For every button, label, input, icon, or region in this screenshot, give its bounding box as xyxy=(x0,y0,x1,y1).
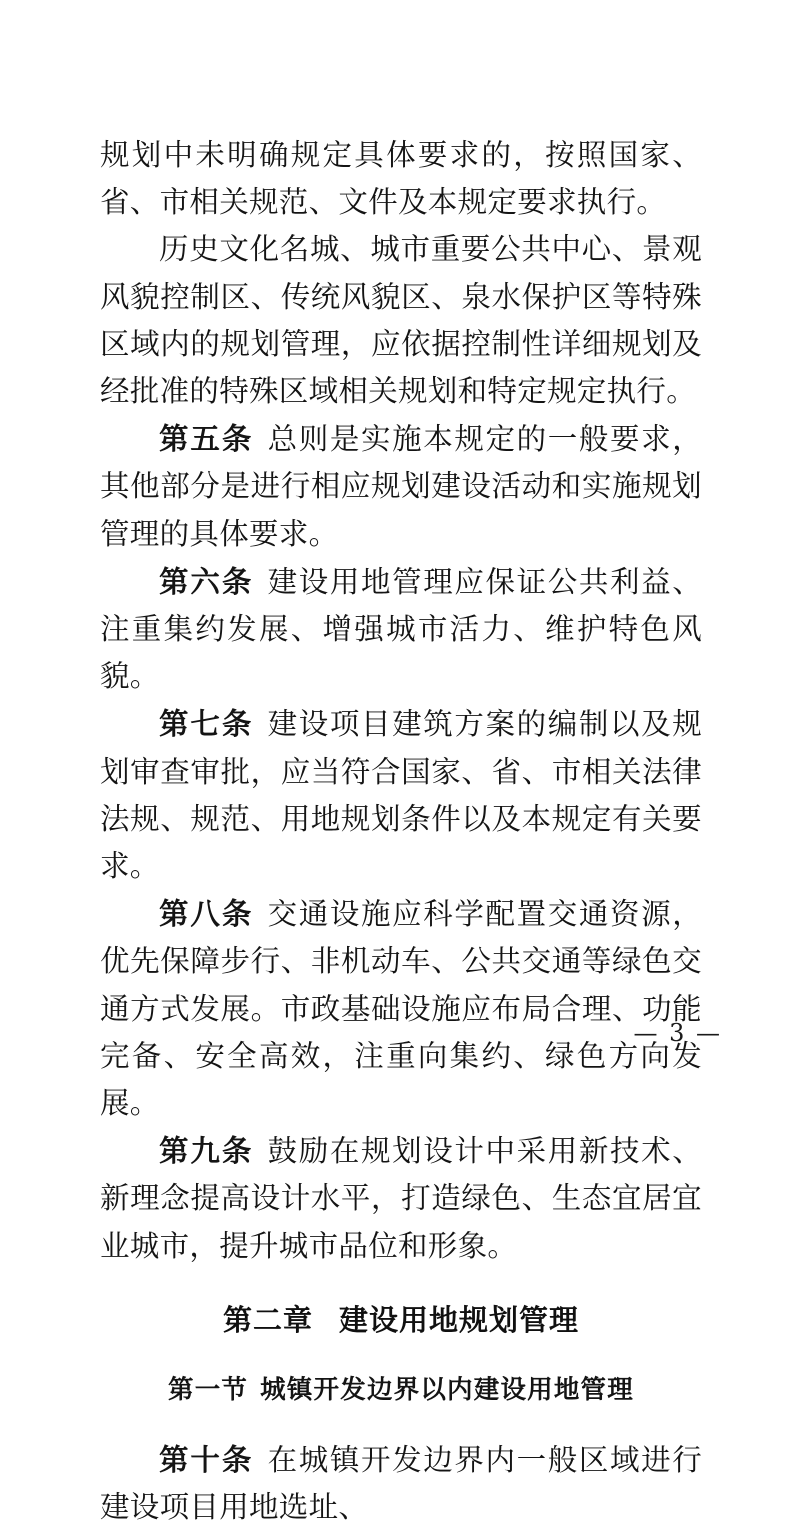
chapter-heading-number: 第二章 xyxy=(222,1302,313,1337)
paragraph-article-7 xyxy=(100,700,702,890)
section-heading-number: 第一节 xyxy=(168,1375,249,1406)
paragraph-text: 总则是实施本规定的一般要求，其他部分是进行相应规划建设活动和实施规划管理的具体要求。 xyxy=(100,422,702,551)
paragraph-text: 历史文化名城、城市重要公共中心、景观风貌控制区、传统风貌区、泉水保护区等特殊区域内的规划管理，应依据控制性详细规划及经批准的特殊区域相关规划和特定规定执行。 xyxy=(100,232,702,409)
chapter-heading xyxy=(100,1270,702,1344)
article-marker: 第八条 xyxy=(159,896,254,932)
paragraph-article-6 xyxy=(100,558,702,701)
paragraph-article-8 xyxy=(100,890,702,1127)
section-heading-title: 城镇开发边界以内建设用地管理 xyxy=(260,1375,634,1406)
text-column xyxy=(100,132,702,1532)
paragraph-text: 建设项目建筑方案的编制以及规划审查审批，应当符合国家、省、市相关法律法规、规范、用地规划条件以及本规定有关要求。 xyxy=(100,707,702,884)
chapter-heading-title: 建设用地规划管理 xyxy=(339,1302,580,1337)
article-marker: 第五条 xyxy=(159,421,254,457)
paragraph-special-areas xyxy=(100,226,702,415)
article-marker: 第七条 xyxy=(159,706,254,742)
page-number: — 3 — xyxy=(633,1019,722,1047)
paragraph-article-5 xyxy=(100,415,702,558)
paragraph-text: 鼓励在规划设计中采用新技术、新理念提高设计水平，打造绿色、生态宜居宜业城市，提升城市品位和形象。 xyxy=(100,1134,702,1263)
paragraph-article-9 xyxy=(100,1127,702,1270)
article-marker: 第十条 xyxy=(159,1442,254,1478)
paragraph-article-10 xyxy=(100,1414,702,1531)
article-marker: 第九条 xyxy=(159,1133,254,1169)
paragraph-text: 规划中未明确规定具体要求的，按照国家、省、市相关规范、文件及本规定要求执行。 xyxy=(100,138,702,220)
paragraph-continuation xyxy=(100,132,702,226)
paragraph-text: 在城镇开发边界内一般区域进行建设项目用地选址、 xyxy=(100,1443,702,1525)
article-marker: 第六条 xyxy=(159,563,254,599)
paragraph-text: 建设用地管理应保证公共利益、注重集约发展、增强城市活力、维护特色风貌。 xyxy=(100,564,702,694)
section-heading xyxy=(100,1344,702,1414)
paragraph-text: 交通设施应科学配置交通资源，优先保障步行、非机动车、公共交通等绿色交通方式发展。市政基础设施应布局合理、功能完备、安全高效，注重向集约、绿色方向发展。 xyxy=(100,897,702,1121)
